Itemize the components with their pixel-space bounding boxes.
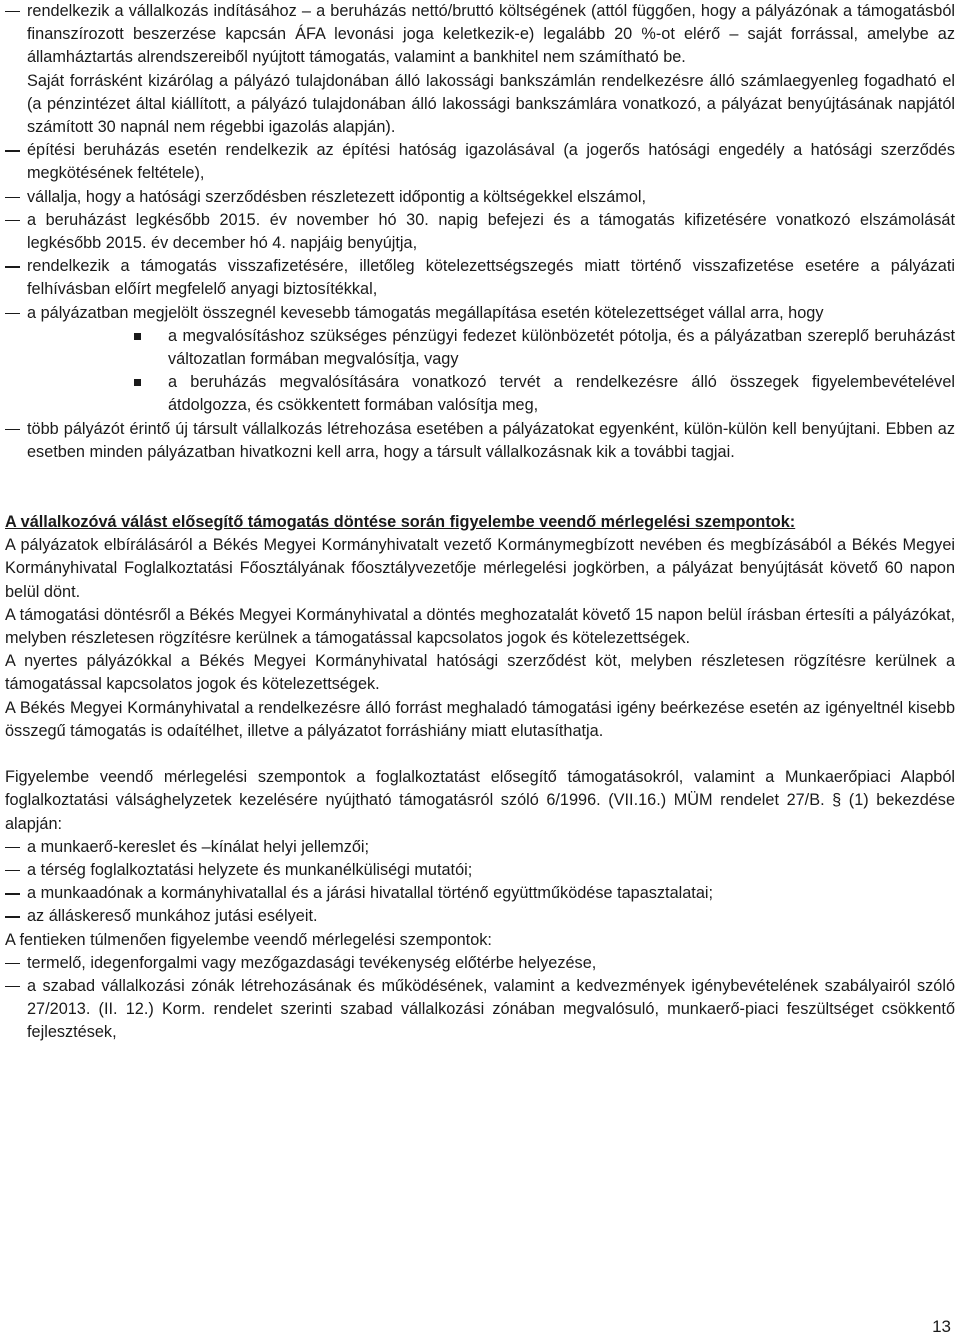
sub-list-item xyxy=(5,371,955,417)
criteria-item xyxy=(5,882,955,905)
list-item-text: a beruházást legkésőbb 2015. év november hó 30. napig befejezi és a támogatás kifizetésére vonatkozó elszámolását legkésőbb 2015. év december hó 4. napjáig benyújtja, xyxy=(27,210,955,253)
list-item-text: a pályázatban megjelölt összegnél kevesebb támogatás megállapítása esetén kötelezettséget vállal arra, hogy xyxy=(27,303,824,322)
criteria-intro: Figyelembe veendő mérlegelési szempontok a foglalkoztatást elősegítő támogatásokról, valamint a Munkaerőpiaci Alapból foglalkoztatási válsághelyzetek kezelésére nyújtható támogatásról szóló 6/1996. (VII.16.) MÜM rendelet 27/B. § (1) bekezdése alapján: xyxy=(5,768,955,833)
sub-list-item-text: a beruházás megvalósítására vonatkozó tervét a rendelkezésre álló összegek figyelembevételével átdolgozza, és csökkentett formában valósítja meg, xyxy=(168,373,955,415)
section-heading: A vállalkozóvá válást elősegítő támogatás döntése során figyelembe veendő mérlegelési szempontok: xyxy=(5,513,796,532)
list-item-text: vállalja, hogy a hatósági szerződésben részletezett időpontig a költségekkel elszámol, xyxy=(27,187,647,206)
criteria-item-text: a térség foglalkoztatási helyzete és munkanélküliségi mutatói; xyxy=(27,860,473,879)
list-item xyxy=(5,418,955,464)
criteria-item-text: a munkaadónak a kormányhivatallal és a járási hivatallal történő együttműködése tapasztalatai; xyxy=(27,884,714,903)
paragraph: A nyertes pályázókkal a Békés Megyei Kormányhivatal hatósági szerződést köt, melyben részletesen rögzítésre kerülnek a támogatással kapcsolatos jogok és kötelezettségek. xyxy=(5,652,955,694)
requirements-list xyxy=(5,0,955,1045)
paragraph: A támogatási döntésről a Békés Megyei Kormányhivatal a döntés meghozatalát követő 15 napon belül írásban értesíti a pályázókat, melyben részletesen rögzítésre kerülnek a támogatással kapcsolatos jogok és kötelezettségek. xyxy=(5,605,955,648)
extra-criteria-intro: A fentieken túlmenően figyelembe veendő mérlegelési szempontok: xyxy=(5,930,492,949)
list-item-text: több pályázót érintő új társult vállalkozás létrehozása esetében a pályázatokat egyenként, külön-külön kell benyújtani. Ebben az esetben minden pályázatban hivatkozni kell arra, hogy a társult vállalkozásnak kik a további tagjai. xyxy=(27,419,955,461)
criteria-item xyxy=(5,905,955,928)
extra-criteria-item xyxy=(5,975,955,1045)
sub-list-item xyxy=(5,325,955,371)
list-item-text: építési beruházás esetén rendelkezik az építési hatóság igazolásával (a jogerős hatósági engedély a hatósági szerződés megkötésének feltétele), xyxy=(27,141,955,183)
paragraph: A Békés Megyei Kormányhivatal a rendelkezésre álló forrást meghaladó támogatási igény beérkezése esetén az igényeltnél kisebb összegű támogatás is odaítélhet, illetve a pályázatot forráshiány miatt elutasíthatja. xyxy=(5,698,955,740)
list-item-text: rendelkezik a támogatás visszafizetésére, illetőleg kötelezettségszegés miatt történő visszafizetése esetére a pályázati felhívásban előírt megfelelő anyagi biztosítékkal, xyxy=(27,257,955,299)
list-item-text: rendelkezik a vállalkozás indításához – a beruházás nettó/bruttó költségének (attól függően, hogy a pályázónak a támogatásból finanszírozott beszerzése kapcsán ÁFA levonási joga keletkezik-e) legalább 20 %-ot elérő – saját forrással, amelybe az államháztartás alrendszereiből nyújtott támogatás, valamint a bankhitel nem számítható be. xyxy=(27,2,955,67)
criteria-item-text: az álláskereső munkához jutási esélyeit. xyxy=(27,907,318,926)
extra-criteria-item xyxy=(5,952,955,975)
criteria-item-text: a munkaerő-kereslet és –kínálat helyi jellemzői; xyxy=(27,837,370,856)
list-item xyxy=(5,255,955,301)
own-funds-note: Saját forrásként kizárólag a pályázó tulajdonában álló lakossági bankszámlán rendelkezésre álló számlaegyenleg fogadható el (a pénzintézet által kiállított, a pályázó tulajdonában álló lakossági bankszámlára vonatkozó, a pályázat benyújtásának napjától számított 30 napnál nem régebbi igazolás alapján). xyxy=(27,71,955,137)
extra-criteria-item-text: termelő, idegenforgalmi vagy mezőgazdasági tevékenység előtérbe helyezése, xyxy=(27,953,597,972)
list-item xyxy=(5,186,955,209)
list-item xyxy=(5,0,955,70)
list-item xyxy=(5,209,955,255)
criteria-item xyxy=(5,836,955,859)
page-number: 13 xyxy=(932,1317,951,1336)
sub-list-item-text: a megvalósításhoz szükséges pénzügyi fedezet különbözetét pótolja, és a pályázatban szereplő beruházást változatlan formában megvalósítja, vagy xyxy=(168,326,955,369)
criteria-item xyxy=(5,859,955,882)
extra-criteria-item-text: a szabad vállalkozási zónák létrehozásának és működésének, valamint a kedvezmények igénybevételének szabályairól szóló 27/2013. (II. 12.) Korm. rendelet szerinti szabad vállalkozási zónában megvalósuló, munkaerő-piaci feszültséget csökkentő fejlesztések, xyxy=(27,976,955,1042)
list-item xyxy=(5,139,955,185)
paragraph: A pályázatok elbírálásáról a Békés Megyei Kormányhivatalt vezető Kormánymegbízott nevében és megbízásából a Békés Megyei Kormányhivatal Foglalkoztatási Főosztályának főosztályvezetője mérlegelési jogkörben, a pályázat benyújtását követő 60 napon belül dönt. xyxy=(5,536,955,601)
list-item xyxy=(5,302,955,325)
